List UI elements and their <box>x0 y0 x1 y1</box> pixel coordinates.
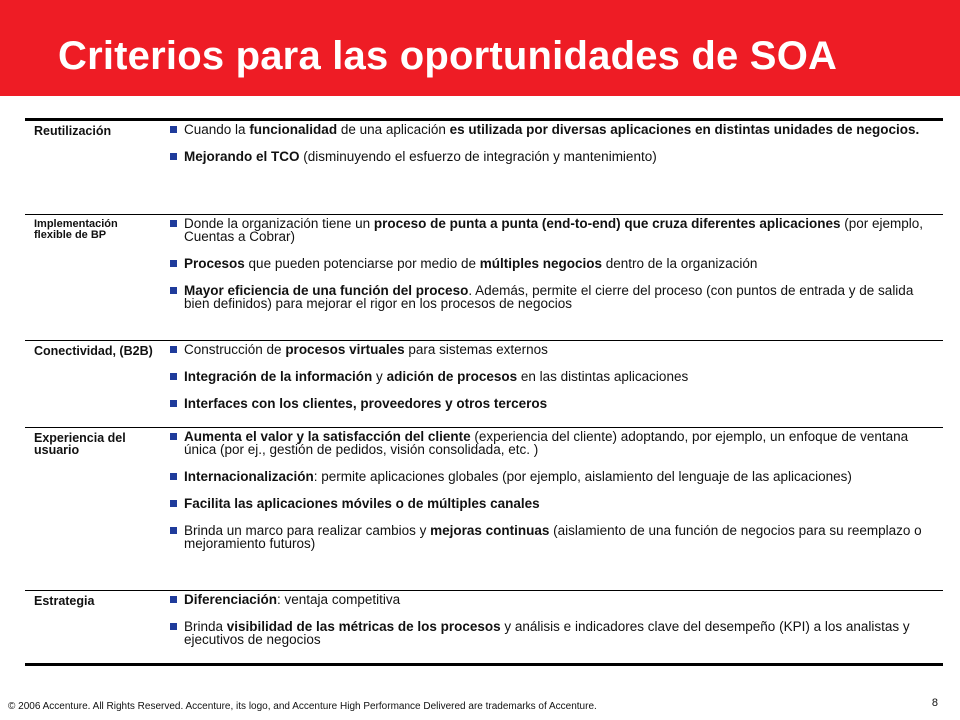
criteria-point <box>170 150 937 163</box>
emphasis-text: Mayor eficiencia de una función del proceso <box>184 283 469 298</box>
criteria-point <box>170 620 937 646</box>
square-bullet-icon <box>170 126 177 133</box>
body-text: dentro de la organización <box>602 256 758 271</box>
criteria-point <box>170 257 937 270</box>
criteria-points <box>157 215 943 340</box>
criteria-points <box>157 121 943 214</box>
criteria-point <box>170 123 937 136</box>
emphasis-text: Aumenta el valor y la satisfacción del cliente <box>184 429 471 444</box>
body-text: : ventaja competitiva <box>277 592 401 607</box>
body-text: . Además, permite el cierre del proceso (con puntos de entrada y de salida bien definidos) para mejorar el rigor en los procesos de negocios <box>184 283 914 311</box>
criteria-row-estrategia <box>25 591 943 663</box>
square-bullet-icon <box>170 220 177 227</box>
square-bullet-icon <box>170 153 177 160</box>
criteria-point <box>170 217 937 243</box>
body-text: (aislamiento de una función de negocios para su reemplazo o mejoramiento futuros) <box>184 523 922 551</box>
emphasis-text: Diferenciación <box>184 592 278 607</box>
body-text: Brinda un marco para realizar cambios y <box>184 523 431 538</box>
criteria-point <box>170 343 937 356</box>
body-text: Donde la organización tiene un <box>184 216 374 231</box>
square-bullet-icon <box>170 287 177 294</box>
body-text: Construcción de <box>184 342 286 357</box>
criteria-label: Conectividad, (B2B) <box>34 344 153 358</box>
criteria-point <box>170 470 937 483</box>
criteria-label: Implementación flexible de BP <box>34 218 118 241</box>
body-text: que pueden potenciarse por medio de <box>244 256 480 271</box>
emphasis-text: procesos virtuales <box>285 342 405 357</box>
square-bullet-icon <box>170 596 177 603</box>
criteria-point <box>170 284 937 310</box>
page-number: 8 <box>931 697 938 709</box>
page-title: Criterios para las oportunidades de SOA <box>58 34 838 78</box>
square-bullet-icon <box>170 433 177 440</box>
square-bullet-icon <box>170 473 177 480</box>
body-text: para sistemas externos <box>404 342 548 357</box>
copyright-notice: © 2006 Accenture. All Rights Reserved. Accenture, its logo, and Accenture High Performance Delivered are trademarks of Accenture. <box>8 701 597 712</box>
body-text: en las distintas aplicaciones <box>517 369 689 384</box>
emphasis-text: adición de procesos <box>386 369 518 384</box>
criteria-label: Reutilización <box>34 124 112 138</box>
body-text: Brinda <box>184 619 227 634</box>
criteria-point <box>170 430 937 456</box>
emphasis-text: visibilidad de las métricas de los procesos <box>226 619 501 634</box>
emphasis-text: Facilita las aplicaciones móviles o de múltiples canales <box>184 496 540 511</box>
emphasis-text: proceso de punta a punta (end-to-end) que cruza diferentes aplicaciones <box>373 216 841 231</box>
square-bullet-icon <box>170 260 177 267</box>
emphasis-text: Integración de la información <box>184 369 373 384</box>
emphasis-text: mejoras continuas <box>430 523 550 538</box>
criteria-point <box>170 524 937 550</box>
body-text: (disminuyendo el esfuerzo de integración y mantenimiento) <box>299 149 657 164</box>
body-text: : permite aplicaciones globales (por ejemplo, aislamiento del lenguaje de las aplicaciones) <box>313 469 852 484</box>
emphasis-text: Interfaces con los clientes, proveedores y otros terceros <box>184 396 548 411</box>
square-bullet-icon <box>170 373 177 380</box>
body-text: y <box>372 369 387 384</box>
criteria-point <box>170 370 937 383</box>
body-text: (por ejemplo, Cuentas a Cobrar) <box>184 216 924 244</box>
emphasis-text: Mejorando el TCO <box>184 149 300 164</box>
criteria-points <box>157 428 943 590</box>
emphasis-text: funcionalidad <box>249 122 338 137</box>
criteria-label: Estrategia <box>34 594 95 608</box>
emphasis-text: múltiples negocios <box>479 256 602 271</box>
criteria-row-conectividad <box>25 341 943 428</box>
square-bullet-icon <box>170 500 177 507</box>
emphasis-text: Internacionalización <box>184 469 314 484</box>
square-bullet-icon <box>170 346 177 353</box>
emphasis-text: Procesos <box>184 256 245 271</box>
criteria-points <box>157 591 943 663</box>
emphasis-text: es utilizada por diversas aplicaciones en distintas unidades de negocios. <box>449 122 920 137</box>
title-bar <box>0 0 960 96</box>
body-text: y análisis e indicadores clave del desempeño (KPI) a los analistas y ejecutivos de negocios <box>184 619 910 647</box>
criteria-point <box>170 397 937 410</box>
criteria-table <box>25 118 943 666</box>
criteria-row-reutilizacion <box>25 121 943 215</box>
criteria-point <box>170 593 937 606</box>
square-bullet-icon <box>170 400 177 407</box>
body-text: Cuando la <box>184 122 250 137</box>
criteria-row-implementacion <box>25 215 943 341</box>
square-bullet-icon <box>170 527 177 534</box>
criteria-points <box>157 341 943 427</box>
criteria-point <box>170 497 937 510</box>
body-text: de una aplicación <box>337 122 450 137</box>
criteria-label: Experiencia del usuario <box>34 431 126 457</box>
square-bullet-icon <box>170 623 177 630</box>
criteria-row-experiencia <box>25 428 943 591</box>
body-text: (experiencia del cliente) adoptando, por ejemplo, un enfoque de ventana única (por ej., gestión de pedidos, visión consolidada, etc. ) <box>184 429 909 457</box>
